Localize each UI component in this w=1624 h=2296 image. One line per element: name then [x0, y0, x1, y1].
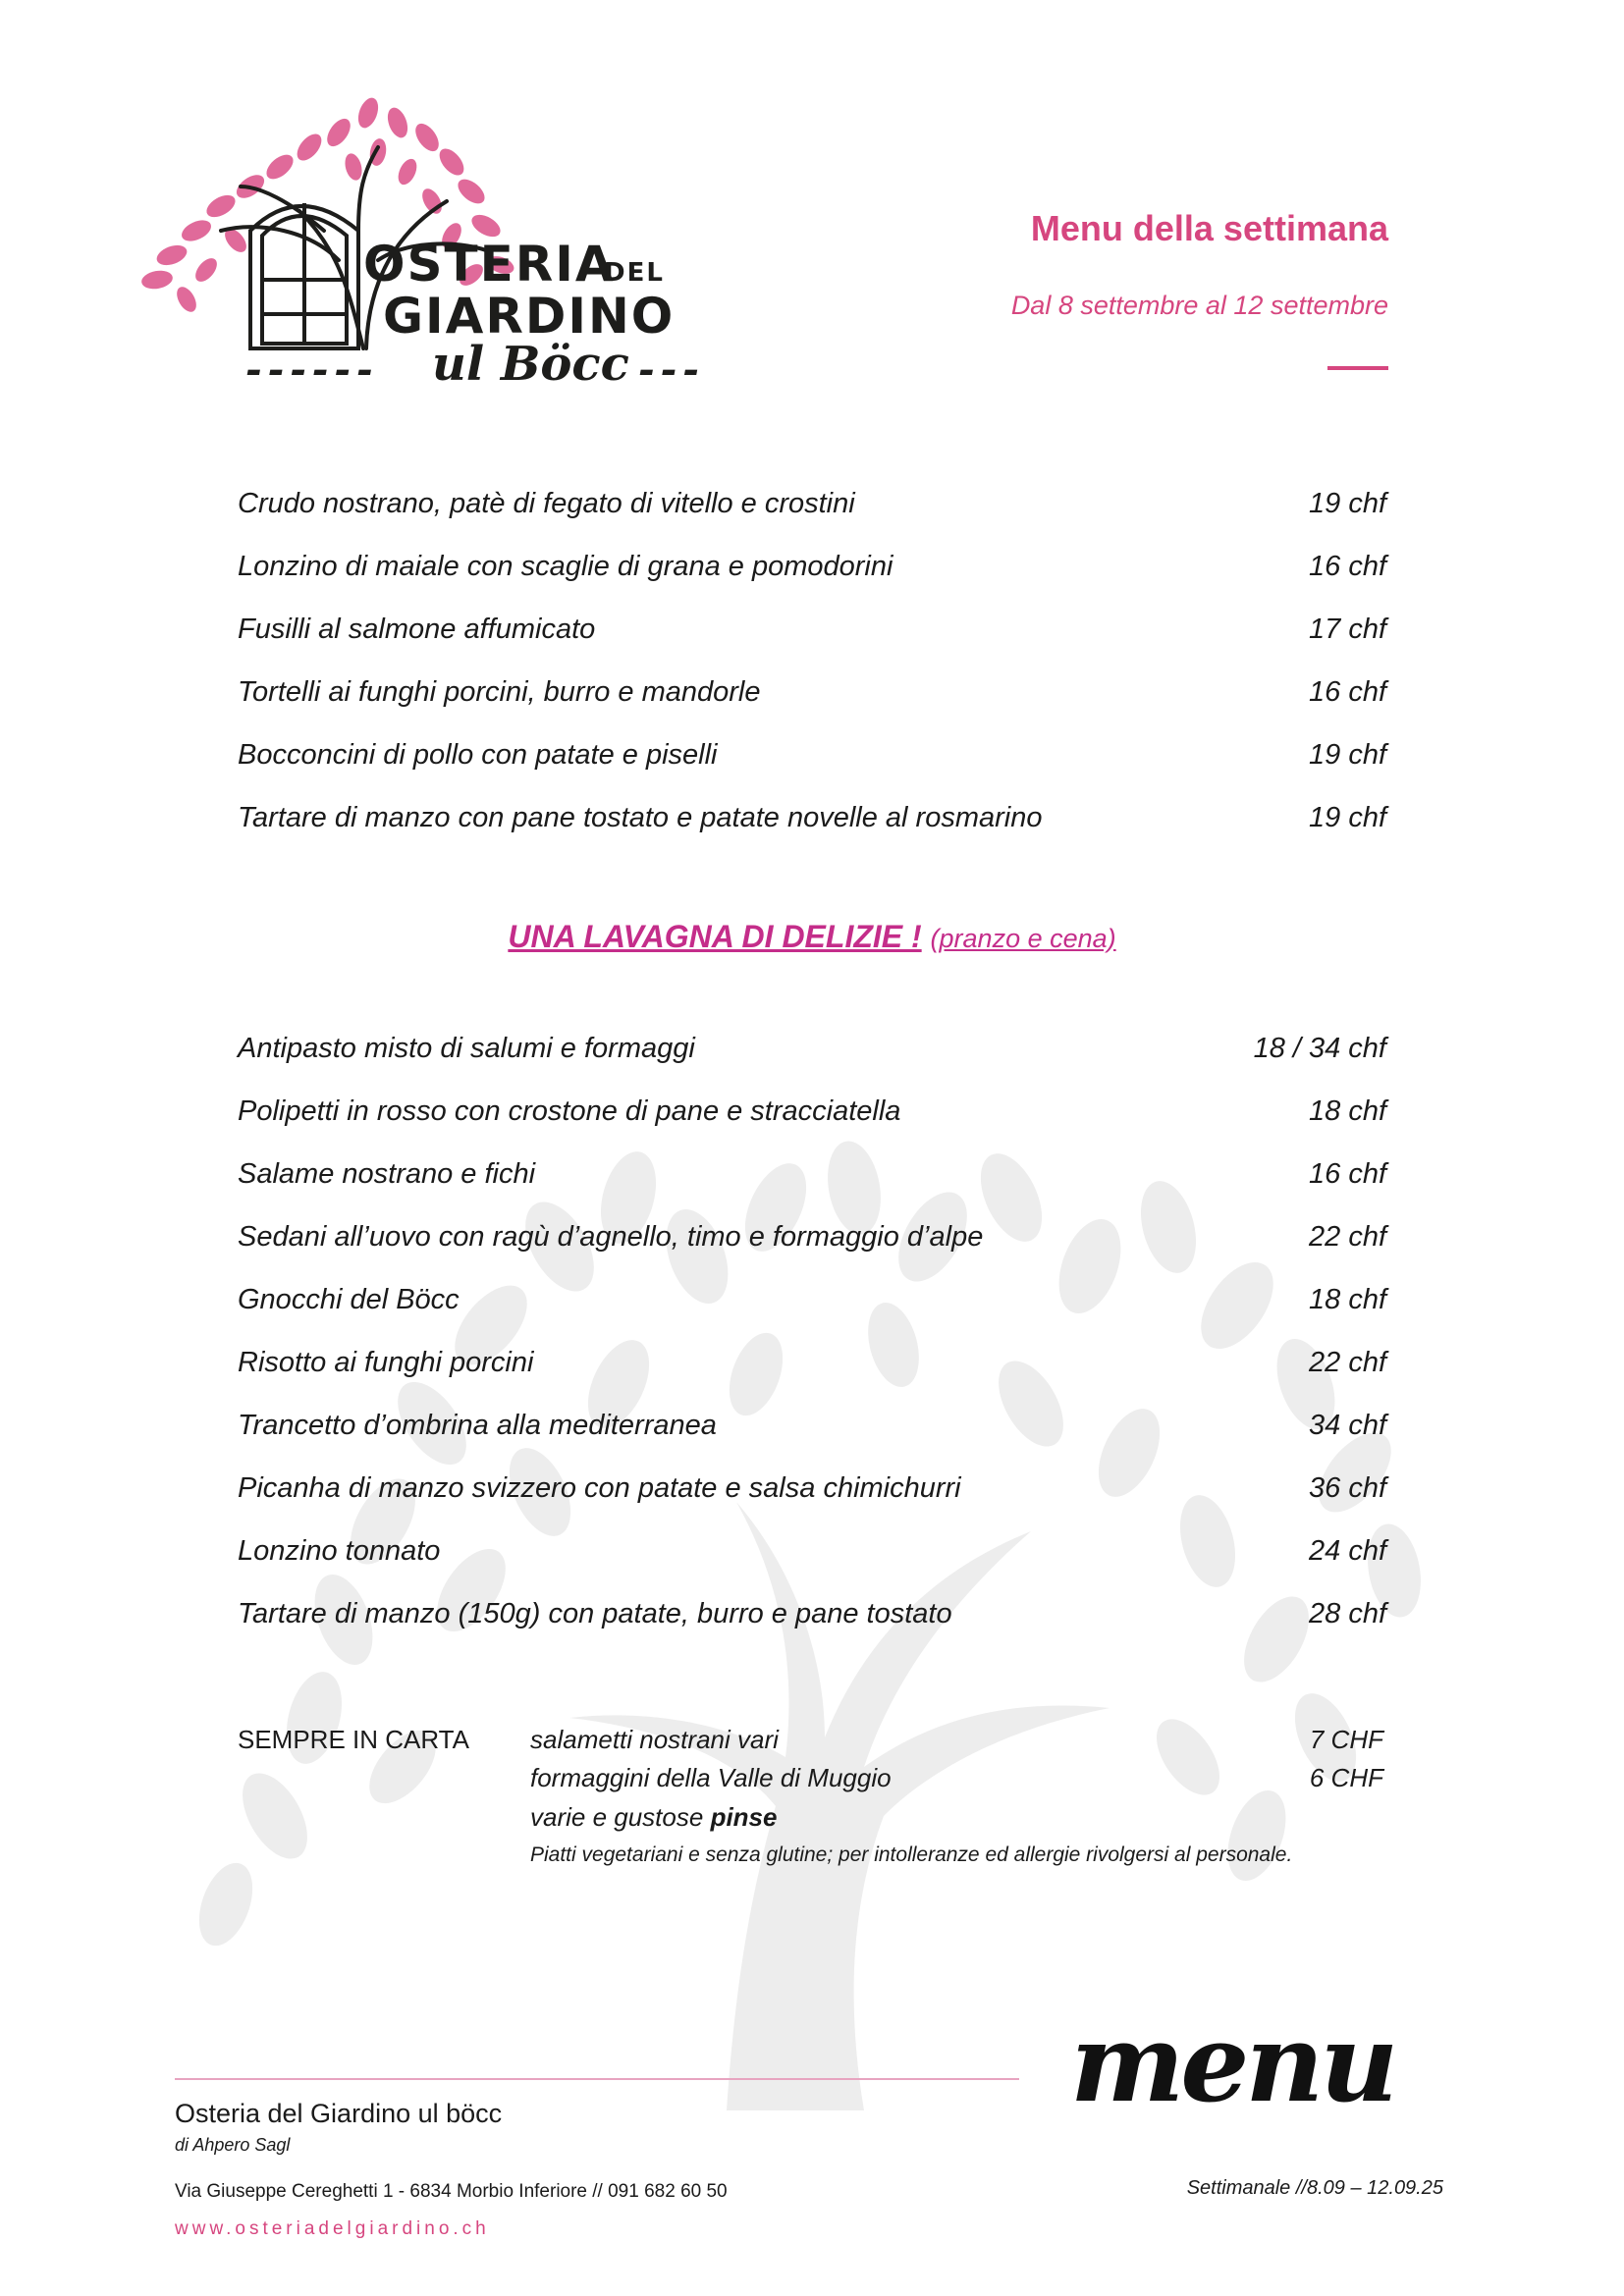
footer-address: Via Giuseppe Cereghetti 1 - 6834 Morbio Inferiore // 091 682 60 50 [175, 2181, 728, 2202]
menu-item [238, 1284, 1386, 1323]
menu-item-price: 19 chf [1309, 739, 1386, 771]
menu-item-name: Risotto ai funghi porcini [238, 1347, 534, 1378]
footer-divider [175, 2078, 1019, 2080]
menu-item [238, 676, 1386, 716]
menu-item [238, 1158, 1386, 1198]
sempre-item: formaggini della Valle di Muggio [530, 1763, 892, 1792]
menu-item-price: 36 chf [1309, 1472, 1386, 1504]
menu-item-name: Lonzino tonnato [238, 1535, 441, 1567]
menu-item-price: 19 chf [1309, 488, 1386, 519]
menu-item-name: Antipasto misto di salumi e formaggi [238, 1033, 695, 1064]
menu-item-price: 18 / 34 chf [1253, 1033, 1386, 1064]
menu-item [238, 739, 1386, 778]
logo-word-del: DEL [604, 258, 665, 288]
logo-dashes-right: --- [638, 347, 705, 393]
menu-item [238, 802, 1386, 841]
logo [113, 93, 722, 417]
menu-item [238, 1535, 1386, 1575]
menu-item-price: 24 chf [1309, 1535, 1386, 1567]
menu-item-price: 18 chf [1309, 1284, 1386, 1315]
menu-item-name: Sedani all’uovo con ragù d’agnello, timo e formaggio d’alpe [238, 1221, 984, 1253]
menu-item-name: Polipetti in rosso con crostone di pane e stracciatella [238, 1095, 901, 1127]
section-heading [0, 919, 1624, 955]
menu-item-name: Lonzino di maiale con scaglie di grana e pomodorini [238, 551, 893, 582]
menu-item [238, 488, 1386, 527]
menu-item-price: 17 chf [1309, 614, 1386, 645]
menu-item-name: Fusilli al salmone affumicato [238, 614, 596, 645]
footer-restaurant-name: Osteria del Giardino ul böcc [175, 2099, 503, 2128]
footer-website-link[interactable]: www.osteriadelgiardino.ch [175, 2218, 490, 2239]
section-heading-title: UNA LAVAGNA DI DELIZIE ! [508, 919, 922, 954]
menu-item [238, 1033, 1386, 1072]
menu-item [238, 614, 1386, 653]
logo-word-giardino: GIARDINO [383, 288, 676, 345]
header-divider [1327, 366, 1388, 370]
menu-item [238, 1410, 1386, 1449]
allergy-note: Piatti vegetariani e senza glutine; per intolleranze ed allergie rivolgersi al personale. [530, 1843, 1293, 1866]
logo-dashes-left: ------ [245, 347, 379, 393]
menu-item-name: Tartare di manzo (150g) con patate, burro e pane tostato [238, 1598, 952, 1629]
sempre-label: SEMPRE IN CARTA [238, 1725, 469, 1754]
menu-item-price: 16 chf [1309, 676, 1386, 708]
date-range: Dal 8 settembre al 12 settembre [1010, 291, 1388, 320]
section-heading-subtitle: (pranzo e cena) [930, 924, 1116, 953]
menu-item-name: Salame nostrano e fichi [238, 1158, 536, 1190]
sempre-price: 6 CHF [1309, 1763, 1383, 1792]
menu-item-name: Tartare di manzo con pane tostato e patate novelle al rosmarino [238, 802, 1043, 833]
menu-item-name: Trancetto d’ombrina alla mediterranea [238, 1410, 717, 1441]
sempre-item: salametti nostrani vari [530, 1725, 779, 1754]
menu-item [238, 1347, 1386, 1386]
sempre-item-bold: pinse [710, 1802, 778, 1832]
menu-item [238, 1095, 1386, 1135]
menu-item [238, 1472, 1386, 1512]
sempre-price: 7 CHF [1309, 1725, 1383, 1754]
logo-script-ul-bocc: ul Böcc [432, 337, 629, 392]
menu-item-price: 34 chf [1309, 1410, 1386, 1441]
menu-item-price: 28 chf [1309, 1598, 1386, 1629]
menu-item-name: Tortelli ai funghi porcini, burro e mandorle [238, 676, 761, 708]
menu-item-name: Crudo nostrano, patè di fegato di vitello e crostini [238, 488, 855, 519]
page-title: Menu della settimana [1030, 208, 1388, 248]
menu-item-price: 18 chf [1309, 1095, 1386, 1127]
menu-item-name: Gnocchi del Böcc [238, 1284, 460, 1315]
menu-item [238, 1221, 1386, 1260]
menu-item-price: 19 chf [1309, 802, 1386, 833]
menu-item-price: 22 chf [1309, 1221, 1386, 1253]
sempre-item [530, 1802, 777, 1833]
menu-item [238, 551, 1386, 590]
menu-item-name: Bocconcini di pollo con patate e piselli [238, 739, 718, 771]
logo-word-osteria: OSTERIA [363, 236, 616, 293]
menu-item-price: 16 chf [1309, 551, 1386, 582]
menu-item-price: 16 chf [1309, 1158, 1386, 1190]
footer-company: di Ahpero Sagl [175, 2135, 291, 2155]
menu-script-logo [1065, 2007, 1458, 2135]
menu-item-price: 22 chf [1309, 1347, 1386, 1378]
sempre-item-prefix: varie e gustose [530, 1802, 704, 1832]
menu-item-name: Picanha di manzo svizzero con patate e salsa chimichurri [238, 1472, 961, 1504]
footer-weekly-range: Settimanale //8.09 – 12.09.25 [1186, 2177, 1443, 2199]
menu-script-text: menu [1070, 2007, 1395, 2126]
menu-item [238, 1598, 1386, 1637]
